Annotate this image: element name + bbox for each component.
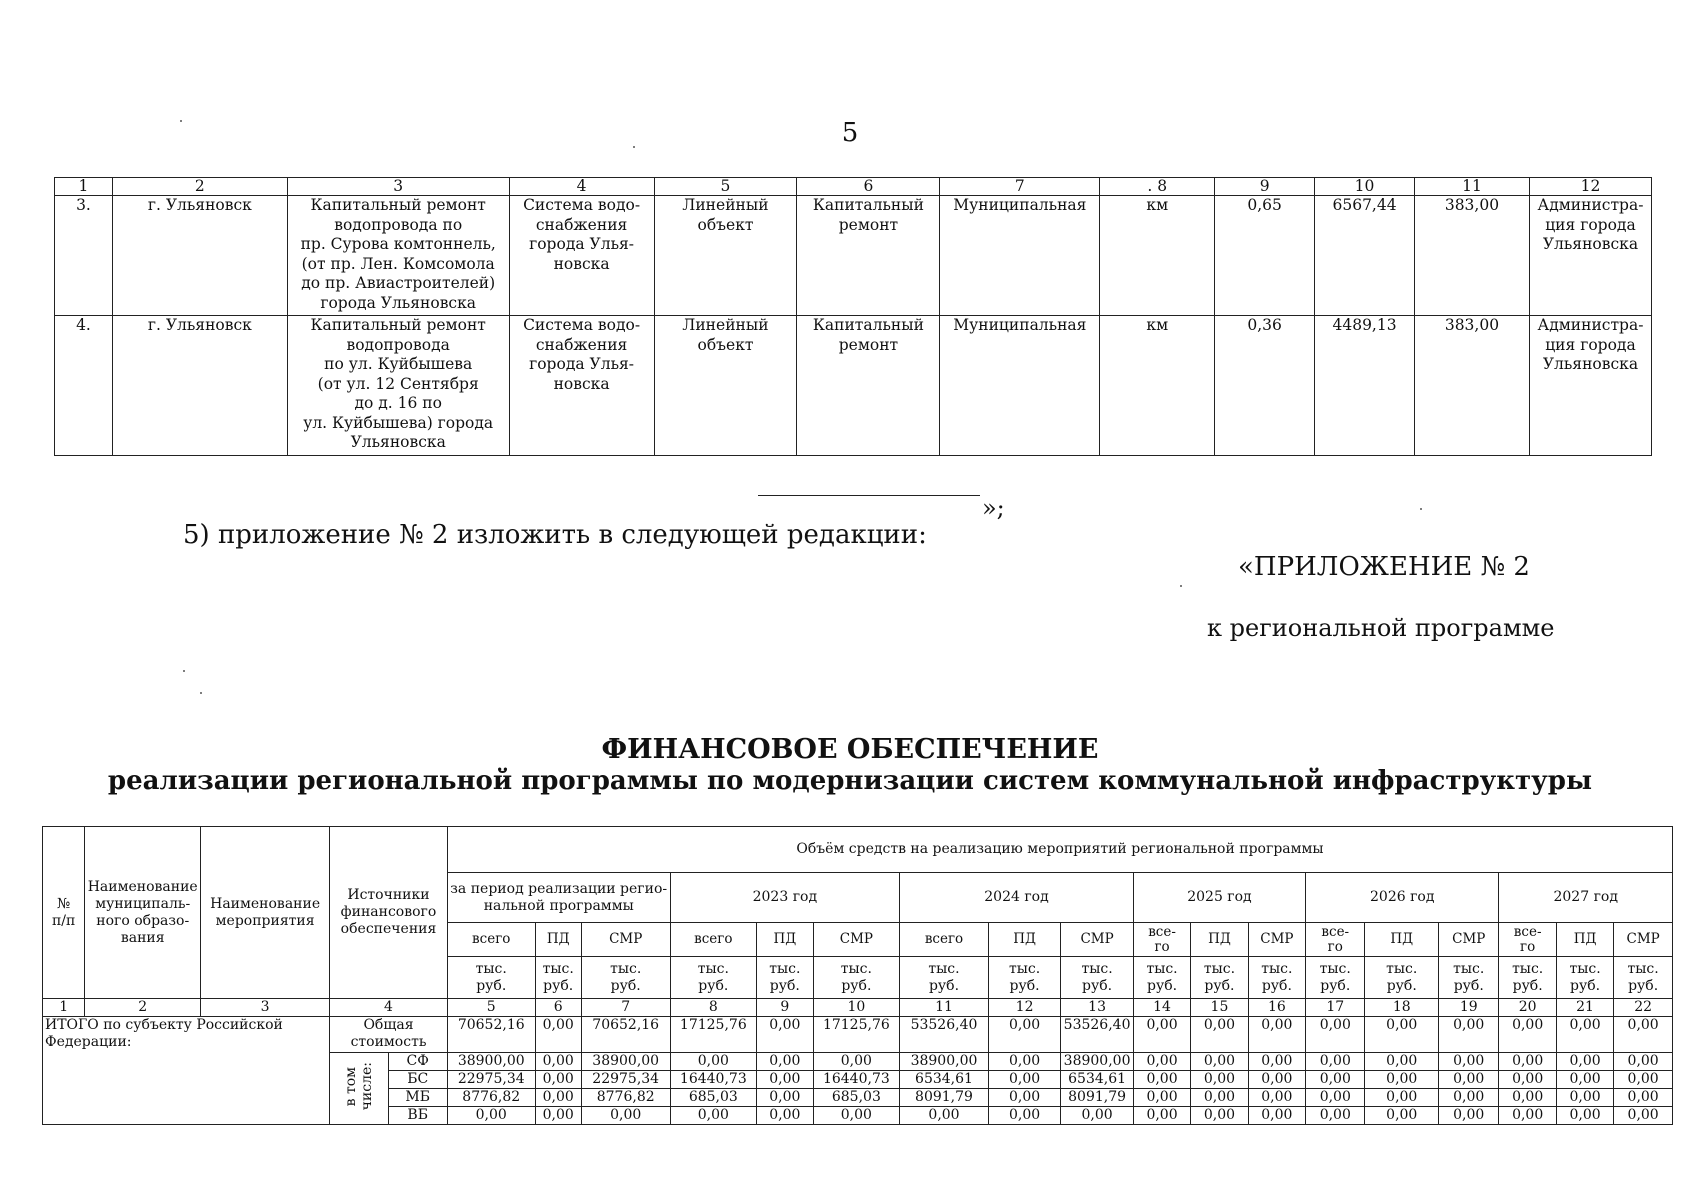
header-period: 2026 год	[1306, 873, 1499, 923]
appendix-title: «ПРИЛОЖЕНИЕ № 2	[1238, 552, 1530, 582]
paragraph-5: 5) приложение № 2 изложить в следующей редакции:	[183, 520, 927, 550]
value-cell: 0,00	[1614, 1089, 1673, 1107]
header-unit: тыс. руб.	[1556, 957, 1613, 999]
value-cell: 0,00	[1556, 1071, 1613, 1089]
column-number: 2	[85, 999, 201, 1017]
column-number: 12	[1529, 178, 1651, 196]
value-cell: 0,00	[1614, 1017, 1673, 1053]
value-cell: 0,00	[988, 1053, 1061, 1071]
header-sources: Источники финансового обеспечения	[330, 827, 448, 999]
value-cell: 0,00	[1191, 1071, 1248, 1089]
cell-municipality: г. Ульяновск	[112, 316, 287, 456]
header-sub: всего	[900, 923, 989, 957]
value-cell: 0,00	[1133, 1089, 1190, 1107]
column-number: 6	[535, 999, 581, 1017]
scan-speck	[1420, 508, 1422, 510]
column-number: 8	[670, 999, 757, 1017]
value-cell: 38900,00	[900, 1053, 989, 1071]
value-cell: 0,00	[1499, 1089, 1556, 1107]
column-number: 5	[654, 178, 797, 196]
value-cell: 0,00	[757, 1107, 813, 1125]
value-cell: 0,00	[1306, 1071, 1365, 1089]
cell-municipality: г. Ульяновск	[112, 196, 287, 316]
in-that-number-label: в том числе:	[342, 1061, 375, 1111]
value-cell: 0,00	[1614, 1053, 1673, 1071]
header-sub: СМР	[1614, 923, 1673, 957]
value-cell: 0,00	[1191, 1107, 1248, 1125]
cell-unit: км	[1100, 316, 1215, 456]
value-cell: 0,00	[1439, 1089, 1499, 1107]
header-period: за период реализации регио- нальной программы	[447, 873, 670, 923]
table-row	[43, 999, 1673, 1017]
value-cell: 0,00	[1133, 1071, 1190, 1089]
header-unit: тыс. руб.	[757, 957, 813, 999]
value-cell: 0,00	[535, 1089, 581, 1107]
value-cell: 8091,79	[1061, 1089, 1134, 1107]
value-cell: 17125,76	[670, 1017, 757, 1053]
header-sub: СМР	[1439, 923, 1499, 957]
value-cell: 0,00	[1248, 1089, 1305, 1107]
header-unit: тыс. руб.	[447, 957, 535, 999]
value-cell: 17125,76	[813, 1017, 900, 1053]
value-cell: 0,00	[1556, 1089, 1613, 1107]
total-label: ИТОГО по субъекту Российской Федерации:	[43, 1017, 330, 1125]
column-number: 2	[112, 178, 287, 196]
value-cell: 0,00	[535, 1071, 581, 1089]
column-number: 21	[1556, 999, 1613, 1017]
value-cell: 8776,82	[581, 1089, 670, 1107]
value-cell: 0,00	[1556, 1017, 1613, 1053]
value-cell: 0,00	[1133, 1017, 1190, 1053]
header-sub: ПД	[1556, 923, 1613, 957]
total-source: Общая стоимость	[330, 1017, 448, 1053]
header-sub: все- го	[1499, 923, 1556, 957]
column-number: . 8	[1100, 178, 1215, 196]
cell-object: Линейный объект	[654, 316, 797, 456]
header-measure: Наименование мероприятия	[201, 827, 330, 999]
cell-ownership: Муниципальная	[940, 316, 1100, 456]
value-cell: 685,03	[670, 1089, 757, 1107]
cell-system: Система водо- снабжения города Улья- новска	[509, 196, 654, 316]
value-cell: 0,00	[757, 1053, 813, 1071]
value-cell: 0,00	[1191, 1017, 1248, 1053]
header-sub: все- го	[1306, 923, 1365, 957]
cell-c11: 383,00	[1415, 196, 1530, 316]
value-cell: 0,00	[1499, 1071, 1556, 1089]
column-number: 6	[797, 178, 940, 196]
value-cell: 6534,61	[1061, 1071, 1134, 1089]
value-cell: 38900,00	[581, 1053, 670, 1071]
column-number: 13	[1061, 999, 1134, 1017]
financing-subtitle: реализации региональной программы по модернизации систем коммунальной инфраструктуры	[107, 766, 1593, 796]
column-number: 10	[813, 999, 900, 1017]
cell-name: Капитальный ремонт водопровода по ул. Куйбышева (от ул. 12 Сентября до д. 16 по ул. Куйбышева) города Ульяновска	[287, 316, 509, 456]
value-cell: 0,00	[1439, 1071, 1499, 1089]
column-number: 1	[43, 999, 85, 1017]
value-cell: 0,00	[1439, 1107, 1499, 1125]
header-period: 2023 год	[670, 873, 900, 923]
column-number: 7	[940, 178, 1100, 196]
cell-type: Капитальный ремонт	[797, 316, 940, 456]
column-number: 10	[1315, 178, 1415, 196]
value-cell: 0,00	[757, 1071, 813, 1089]
header-unit: тыс. руб.	[670, 957, 757, 999]
header-sub: ПД	[757, 923, 813, 957]
value-cell: 0,00	[1248, 1107, 1305, 1125]
cell-system: Система водо- снабжения города Улья- новска	[509, 316, 654, 456]
column-number: 5	[447, 999, 535, 1017]
header-unit: тыс. руб.	[1614, 957, 1673, 999]
column-number: 12	[988, 999, 1061, 1017]
value-cell: 0,00	[757, 1017, 813, 1053]
header-sub: СМР	[581, 923, 670, 957]
objects-table	[54, 177, 1652, 456]
header-sub: СМР	[813, 923, 900, 957]
column-number: 4	[330, 999, 448, 1017]
header-unit: тыс. руб.	[900, 957, 989, 999]
header-sub: всего	[670, 923, 757, 957]
value-cell: 0,00	[1499, 1053, 1556, 1071]
scan-speck	[633, 146, 635, 148]
value-cell: 0,00	[988, 1071, 1061, 1089]
value-cell: 0,00	[1439, 1017, 1499, 1053]
column-number: 16	[1248, 999, 1305, 1017]
cell-unit: км	[1100, 196, 1215, 316]
header-unit: тыс. руб.	[1191, 957, 1248, 999]
value-cell: 0,00	[813, 1107, 900, 1125]
value-cell: 0,00	[1306, 1017, 1365, 1053]
signature-line	[758, 495, 980, 496]
value-cell: 0,00	[988, 1017, 1061, 1053]
cell-object: Линейный объект	[654, 196, 797, 316]
value-cell: 0,00	[1365, 1017, 1439, 1053]
column-number: 9	[757, 999, 813, 1017]
column-number: 3	[201, 999, 330, 1017]
header-period: 2024 год	[900, 873, 1134, 923]
header-sub: всего	[447, 923, 535, 957]
header-unit: тыс. руб.	[988, 957, 1061, 999]
value-cell: 53526,40	[900, 1017, 989, 1053]
header-period: 2027 год	[1499, 873, 1673, 923]
cell-org: Администра- ция города Ульяновска	[1529, 196, 1651, 316]
header-period: 2025 год	[1133, 873, 1305, 923]
cell-type: Капитальный ремонт	[797, 196, 940, 316]
column-number: 4	[509, 178, 654, 196]
value-cell: 0,00	[1248, 1053, 1305, 1071]
table-row	[43, 1017, 1673, 1053]
value-cell: 8776,82	[447, 1089, 535, 1107]
value-cell: 0,00	[447, 1107, 535, 1125]
value-cell: 0,00	[900, 1107, 989, 1125]
scan-speck	[183, 670, 185, 672]
scan-speck	[1180, 585, 1182, 587]
header-unit: тыс. руб.	[581, 957, 670, 999]
value-cell: 0,00	[1499, 1017, 1556, 1053]
table-row	[43, 827, 1673, 873]
header-unit: тыс. руб.	[1248, 957, 1305, 999]
header-sub: ПД	[535, 923, 581, 957]
header-number: № п/п	[43, 827, 85, 999]
value-cell: 0,00	[757, 1089, 813, 1107]
header-unit: тыс. руб.	[1439, 957, 1499, 999]
value-cell: 16440,73	[670, 1071, 757, 1089]
value-cell: 0,00	[1365, 1071, 1439, 1089]
financing-title: ФИНАНСОВОЕ ОБЕСПЕЧЕНИЕ	[601, 734, 1099, 765]
value-cell: 0,00	[813, 1053, 900, 1071]
value-cell: 0,00	[670, 1107, 757, 1125]
scan-speck	[180, 120, 182, 122]
header-unit: тыс. руб.	[535, 957, 581, 999]
source-code: БС	[388, 1071, 447, 1089]
source-code: СФ	[388, 1053, 447, 1071]
value-cell: 0,00	[535, 1107, 581, 1125]
header-unit: тыс. руб.	[1306, 957, 1365, 999]
value-cell: 0,00	[670, 1053, 757, 1071]
value-cell: 0,00	[1061, 1107, 1134, 1125]
objects-table-header	[55, 178, 1652, 196]
header-unit: тыс. руб.	[1061, 957, 1134, 999]
value-cell: 0,00	[1306, 1107, 1365, 1125]
value-cell: 0,00	[535, 1053, 581, 1071]
cell-ownership: Муниципальная	[940, 196, 1100, 316]
cell-length: 0,36	[1215, 316, 1315, 456]
header-unit: тыс. руб.	[813, 957, 900, 999]
header-sub: СМР	[1248, 923, 1305, 957]
source-code: МБ	[388, 1089, 447, 1107]
header-unit: тыс. руб.	[1365, 957, 1439, 999]
value-cell: 0,00	[988, 1089, 1061, 1107]
value-cell: 53526,40	[1061, 1017, 1134, 1053]
value-cell: 0,00	[1248, 1017, 1305, 1053]
value-cell: 70652,16	[581, 1017, 670, 1053]
column-number: 14	[1133, 999, 1190, 1017]
value-cell: 0,00	[1365, 1089, 1439, 1107]
value-cell: 22975,34	[581, 1071, 670, 1089]
value-cell: 0,00	[1191, 1089, 1248, 1107]
header-sub: все- го	[1133, 923, 1190, 957]
value-cell: 8091,79	[900, 1089, 989, 1107]
cell-c10: 4489,13	[1315, 316, 1415, 456]
value-cell: 0,00	[535, 1017, 581, 1053]
column-number: 22	[1614, 999, 1673, 1017]
column-number: 7	[581, 999, 670, 1017]
value-cell: 685,03	[813, 1089, 900, 1107]
header-unit: тыс. руб.	[1499, 957, 1556, 999]
value-cell: 6534,61	[900, 1071, 989, 1089]
value-cell: 0,00	[1439, 1053, 1499, 1071]
table-row	[55, 196, 1652, 316]
value-cell: 16440,73	[813, 1071, 900, 1089]
cell-c11: 383,00	[1415, 316, 1530, 456]
value-cell: 70652,16	[447, 1017, 535, 1053]
closing-quote: »;	[982, 494, 1005, 522]
value-cell: 0,00	[1499, 1107, 1556, 1125]
cell-length: 0,65	[1215, 196, 1315, 316]
column-number: 11	[1415, 178, 1530, 196]
in-that-number	[330, 1053, 388, 1125]
value-cell: 0,00	[1556, 1053, 1613, 1071]
value-cell: 0,00	[1614, 1071, 1673, 1089]
column-number: 18	[1365, 999, 1439, 1017]
value-cell: 38900,00	[447, 1053, 535, 1071]
value-cell: 38900,00	[1061, 1053, 1134, 1071]
column-number: 1	[55, 178, 113, 196]
value-cell: 22975,34	[447, 1071, 535, 1089]
financing-table	[42, 826, 1673, 1125]
cell-name: Капитальный ремонт водопровода по пр. Сурова комтоннель, (от пр. Лен. Комсомола до пр. Авиастроителей) города Ульяновска	[287, 196, 509, 316]
value-cell: 0,00	[1248, 1071, 1305, 1089]
value-cell: 0,00	[1191, 1053, 1248, 1071]
header-unit: тыс. руб.	[1133, 957, 1190, 999]
source-code: ВБ	[388, 1107, 447, 1125]
column-number: 3	[287, 178, 509, 196]
column-number: 19	[1439, 999, 1499, 1017]
header-sub: ПД	[988, 923, 1061, 957]
cell-n: 4.	[55, 316, 113, 456]
header-sub: ПД	[1191, 923, 1248, 957]
column-number: 20	[1499, 999, 1556, 1017]
value-cell: 0,00	[1306, 1089, 1365, 1107]
value-cell: 0,00	[1306, 1053, 1365, 1071]
header-volume: Объём средств на реализацию мероприятий региональной программы	[447, 827, 1672, 873]
value-cell: 0,00	[988, 1107, 1061, 1125]
value-cell: 0,00	[1365, 1107, 1439, 1125]
value-cell: 0,00	[581, 1107, 670, 1125]
column-number: 11	[900, 999, 989, 1017]
header-municipality: Наименование муниципаль- ного образо- вания	[85, 827, 201, 999]
header-sub: ПД	[1365, 923, 1439, 957]
appendix-subtitle: к региональной программе	[1207, 614, 1555, 642]
value-cell: 0,00	[1133, 1107, 1190, 1125]
value-cell: 0,00	[1133, 1053, 1190, 1071]
value-cell: 0,00	[1614, 1107, 1673, 1125]
value-cell: 0,00	[1365, 1053, 1439, 1071]
header-sub: СМР	[1061, 923, 1134, 957]
column-number: 15	[1191, 999, 1248, 1017]
column-number: 17	[1306, 999, 1365, 1017]
value-cell: 0,00	[1556, 1107, 1613, 1125]
table-row	[55, 316, 1652, 456]
cell-n: 3.	[55, 196, 113, 316]
cell-org: Администра- ция города Ульяновска	[1529, 316, 1651, 456]
cell-c10: 6567,44	[1315, 196, 1415, 316]
page-number: 5	[841, 118, 859, 148]
scan-speck	[200, 692, 202, 694]
column-number: 9	[1215, 178, 1315, 196]
